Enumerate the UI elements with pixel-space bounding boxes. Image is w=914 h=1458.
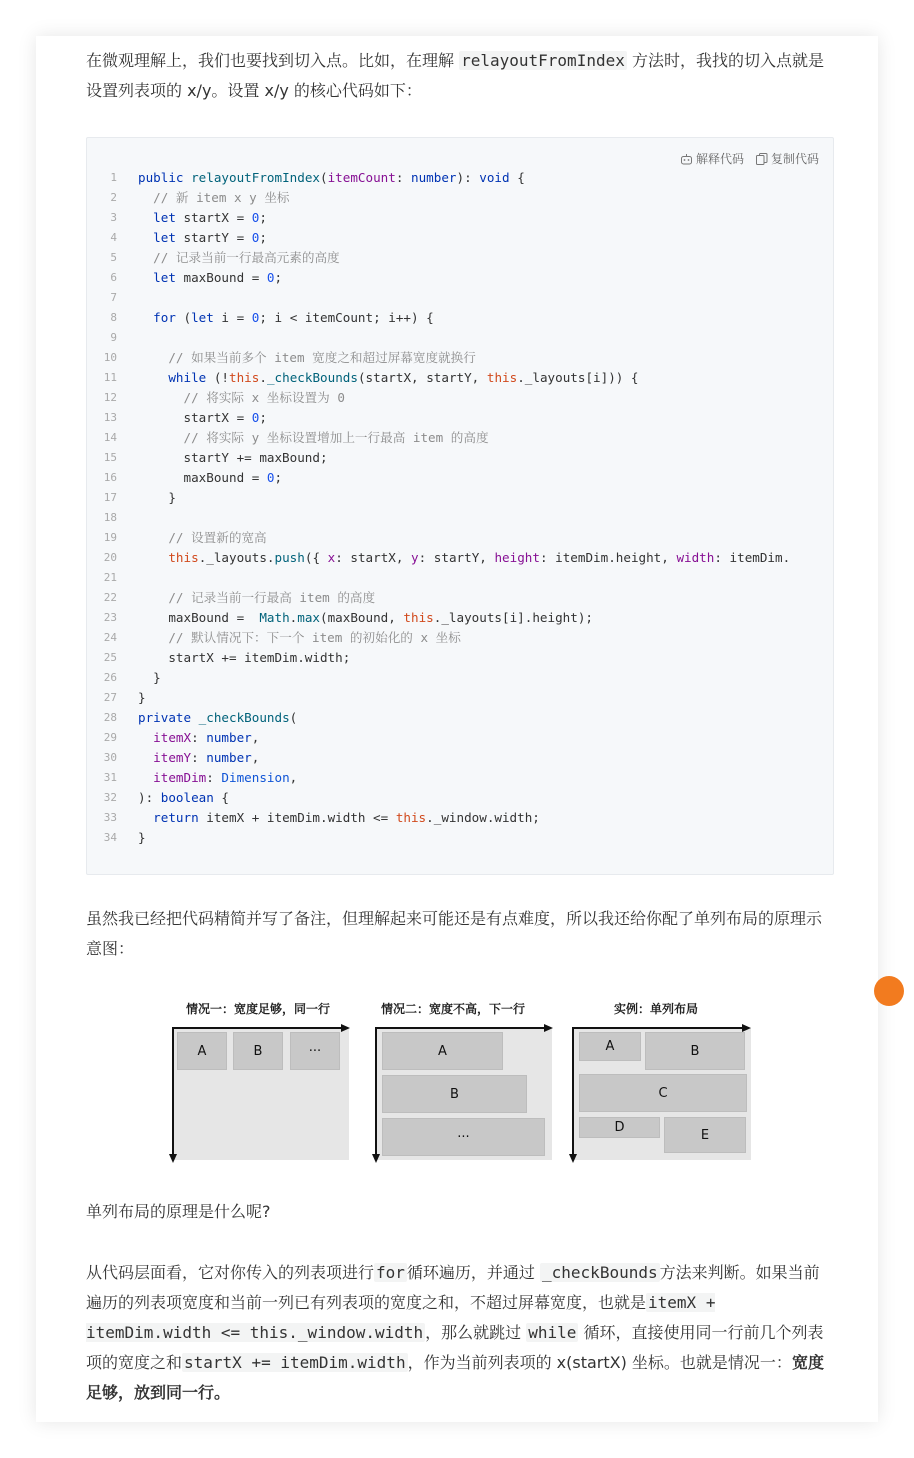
code-line <box>87 788 833 808</box>
line-number: 7 <box>110 291 117 304</box>
panel3-title: 实例：单列布局 <box>613 1002 698 1016</box>
line-number: 18 <box>103 511 117 524</box>
code-text: ): boolean { <box>138 790 229 805</box>
line-number: 34 <box>103 831 117 844</box>
line-number: 17 <box>103 491 117 504</box>
code-line <box>87 708 833 728</box>
code-text: // 将实际 x 坐标设置为 0 <box>183 390 345 405</box>
inline-code-condition: itemX + itemDim.width <= this._window.width <box>86 1293 716 1342</box>
line-number: 14 <box>103 431 117 444</box>
code-text: // 记录当前一行最高元素的高度 <box>153 250 340 265</box>
inline-code-startx: startX += itemDim.width <box>184 1353 406 1372</box>
code-line <box>87 668 833 688</box>
panel3-box-b: B <box>645 1032 745 1070</box>
intro-text-2: 方法时，我找的切入点就是设置列表项的 x/y。设置 x/y 的核心代码如下： <box>86 51 824 100</box>
line-number: 31 <box>103 771 117 784</box>
line-number: 16 <box>103 471 117 484</box>
line-number: 9 <box>110 331 117 344</box>
code-text: itemDim: Dimension, <box>153 770 298 785</box>
p4-text-6: ，作为当前列表项的 x(startX) 坐标。也就是情况一： <box>407 1353 792 1372</box>
line-number: 24 <box>103 631 117 644</box>
code-line <box>87 388 833 408</box>
code-line <box>87 168 833 188</box>
line-number: 21 <box>103 571 117 584</box>
line-number: 23 <box>103 611 117 624</box>
panel2-y-arrow <box>372 1154 380 1163</box>
code-line <box>87 488 833 508</box>
inline-code-while: while <box>528 1323 577 1342</box>
line-number: 10 <box>103 351 117 364</box>
article-card <box>36 36 878 1422</box>
code-line <box>87 188 833 208</box>
layout-diagram <box>166 996 756 1166</box>
code-line <box>87 548 833 568</box>
line-number: 20 <box>103 551 117 564</box>
inline-code-for: for <box>376 1263 405 1282</box>
code-line <box>87 328 833 348</box>
panel3-box-e: E <box>664 1117 746 1153</box>
floating-action-button[interactable] <box>874 976 904 1006</box>
explain-code-label: 解释代码 <box>695 152 744 166</box>
intro-paragraph <box>86 46 834 106</box>
panel3-box-a: A <box>579 1032 641 1061</box>
code-line <box>87 648 833 668</box>
code-line <box>87 828 833 848</box>
panel1-x-axis <box>172 1027 342 1029</box>
line-number: 12 <box>103 391 117 404</box>
code-line <box>87 768 833 788</box>
code-lines <box>87 168 833 848</box>
line-number: 15 <box>103 451 117 464</box>
code-text: } <box>138 670 161 685</box>
code-line <box>87 368 833 388</box>
code-line <box>87 508 833 528</box>
panel2-box-more: ··· <box>382 1118 545 1156</box>
code-line <box>87 608 833 628</box>
code-text: } <box>138 490 176 505</box>
copy-code-button[interactable] <box>756 150 819 167</box>
code-line <box>87 528 833 548</box>
line-number: 33 <box>103 811 117 824</box>
code-line <box>87 288 833 308</box>
line-number: 6 <box>110 271 117 284</box>
code-text: startY += maxBound; <box>138 450 328 465</box>
code-text: let startY = 0; <box>153 230 267 245</box>
inline-code-relayout: relayoutFromIndex <box>461 51 625 70</box>
panel3-y-arrow <box>569 1154 577 1163</box>
code-text: startX += itemDim.width; <box>138 650 351 665</box>
line-number: 25 <box>103 651 117 664</box>
code-line <box>87 808 833 828</box>
panel3-x-arrow <box>742 1024 751 1032</box>
p4-text-3: 方法来判断。如果当前遍历的列表项宽度和当前一列已有列表项的宽度之和，不超过屏幕宽度，也就是 <box>86 1263 820 1312</box>
panel1-box-b: B <box>233 1032 283 1070</box>
line-number: 5 <box>110 251 117 264</box>
code-line <box>87 248 833 268</box>
code-text: } <box>138 690 146 705</box>
line-number: 29 <box>103 731 117 744</box>
panel1-title: 情况一：宽度足够，同一行 <box>185 1002 330 1016</box>
code-text: // 将实际 y 坐标设置增加上一行最高 item 的高度 <box>183 430 489 445</box>
panel3-box-d: D <box>579 1117 660 1138</box>
line-number: 1 <box>110 171 117 184</box>
line-number: 13 <box>103 411 117 424</box>
code-line <box>87 568 833 588</box>
panel3-box-c: C <box>579 1074 747 1112</box>
code-text <box>117 288 138 308</box>
code-text: public relayoutFromIndex(itemCount: number): void { <box>138 170 525 185</box>
line-number: 4 <box>110 231 117 244</box>
question-paragraph: 单列布局的原理是什么呢? <box>86 1202 271 1221</box>
line-number: 2 <box>110 191 117 204</box>
code-toolbar <box>680 150 819 167</box>
code-line <box>87 588 833 608</box>
code-text <box>117 508 138 528</box>
code-text: // 记录当前一行最高 item 的高度 <box>168 590 376 605</box>
code-text: private _checkBounds( <box>138 710 298 725</box>
diagram-intro-paragraph: 虽然我已经把代码精简并写了备注，但理解起来可能还是有点难度，所以我还给你配了单列布局的原理示意图： <box>86 909 823 958</box>
panel2-title: 情况二：宽度不高，下一行 <box>380 1002 525 1016</box>
line-number: 22 <box>103 591 117 604</box>
line-number: 27 <box>103 691 117 704</box>
p4-text-4: ，那么就跳过 <box>425 1323 527 1342</box>
line-number: 8 <box>110 311 117 324</box>
code-text: } <box>138 830 146 845</box>
code-line <box>87 268 833 288</box>
line-number: 11 <box>103 371 117 384</box>
panel2-box-b: B <box>382 1075 527 1113</box>
code-line <box>87 688 833 708</box>
panel1-box-a: A <box>177 1032 227 1070</box>
code-text: for (let i = 0; i < itemCount; i++) { <box>153 310 434 325</box>
code-text: // 设置新的宽高 <box>168 530 267 545</box>
explanation-paragraph <box>86 1258 834 1408</box>
code-line <box>87 468 833 488</box>
explain-code-button[interactable] <box>680 150 744 167</box>
line-number: 3 <box>110 211 117 224</box>
code-text: maxBound = 0; <box>138 470 283 485</box>
code-line <box>87 348 833 368</box>
code-line <box>87 728 833 748</box>
panel3-y-axis <box>572 1027 574 1157</box>
inline-code-checkbounds: _checkBounds <box>542 1263 658 1282</box>
code-text: // 新 item x y 坐标 <box>153 190 290 205</box>
line-number: 26 <box>103 671 117 684</box>
code-text: return itemX + itemDim.width <= this._window.width; <box>153 810 540 825</box>
code-text: // 如果当前多个 item 宽度之和超过屏幕宽度就换行 <box>168 350 476 365</box>
code-line <box>87 308 833 328</box>
code-line <box>87 748 833 768</box>
code-text: itemX: number, <box>153 730 260 745</box>
panel1-box-more: ··· <box>290 1032 340 1070</box>
p4-text-2: 循环遍历，并通过 <box>406 1263 541 1282</box>
p4-bold-conclusion: 宽度足够，放到同一行。 <box>86 1353 824 1402</box>
panel1-y-axis <box>172 1027 174 1157</box>
code-line <box>87 448 833 468</box>
code-line <box>87 408 833 428</box>
p4-text-1: 从代码层面看，它对你传入的列表项进行 <box>86 1263 375 1282</box>
code-text: let startX = 0; <box>153 210 267 225</box>
code-text: let maxBound = 0; <box>153 270 283 285</box>
copy-icon <box>756 153 768 165</box>
panel3-x-axis <box>572 1027 744 1029</box>
code-text: while (!this._checkBounds(startX, startY, this._layouts[i])) { <box>168 370 639 385</box>
code-text: this._layouts.push({ x: startX, y: startY, height: itemDim.height, width: itemDim. <box>168 550 791 565</box>
code-block <box>86 137 834 875</box>
code-text <box>117 568 138 588</box>
code-line <box>87 228 833 248</box>
code-text: // 默认情况下：下一个 item 的初始化的 x 坐标 <box>168 630 461 645</box>
panel1-x-arrow <box>341 1024 350 1032</box>
code-text: startX = 0; <box>138 410 267 425</box>
panel2-x-axis <box>375 1027 546 1029</box>
code-line <box>87 208 833 228</box>
p4-text-5: 循环，直接使用同一行前几个列表项的宽度之和 <box>86 1323 824 1372</box>
code-line <box>87 428 833 448</box>
line-number: 19 <box>103 531 117 544</box>
line-number: 30 <box>103 751 117 764</box>
panel2-box-a: A <box>382 1032 503 1070</box>
code-line <box>87 628 833 648</box>
code-text <box>117 328 138 348</box>
panel1-y-arrow <box>169 1154 177 1163</box>
code-text: maxBound = Math.max(maxBound, this._layouts[i].height); <box>138 610 593 625</box>
line-number: 28 <box>103 711 117 724</box>
robot-icon <box>680 153 693 165</box>
panel2-y-axis <box>375 1027 377 1157</box>
panel2-x-arrow <box>544 1024 553 1032</box>
line-number: 32 <box>103 791 117 804</box>
copy-code-label: 复制代码 <box>770 152 819 166</box>
intro-text-1: 在微观理解上，我们也要找到切入点。比如，在理解 <box>86 51 460 70</box>
code-text: itemY: number, <box>153 750 260 765</box>
